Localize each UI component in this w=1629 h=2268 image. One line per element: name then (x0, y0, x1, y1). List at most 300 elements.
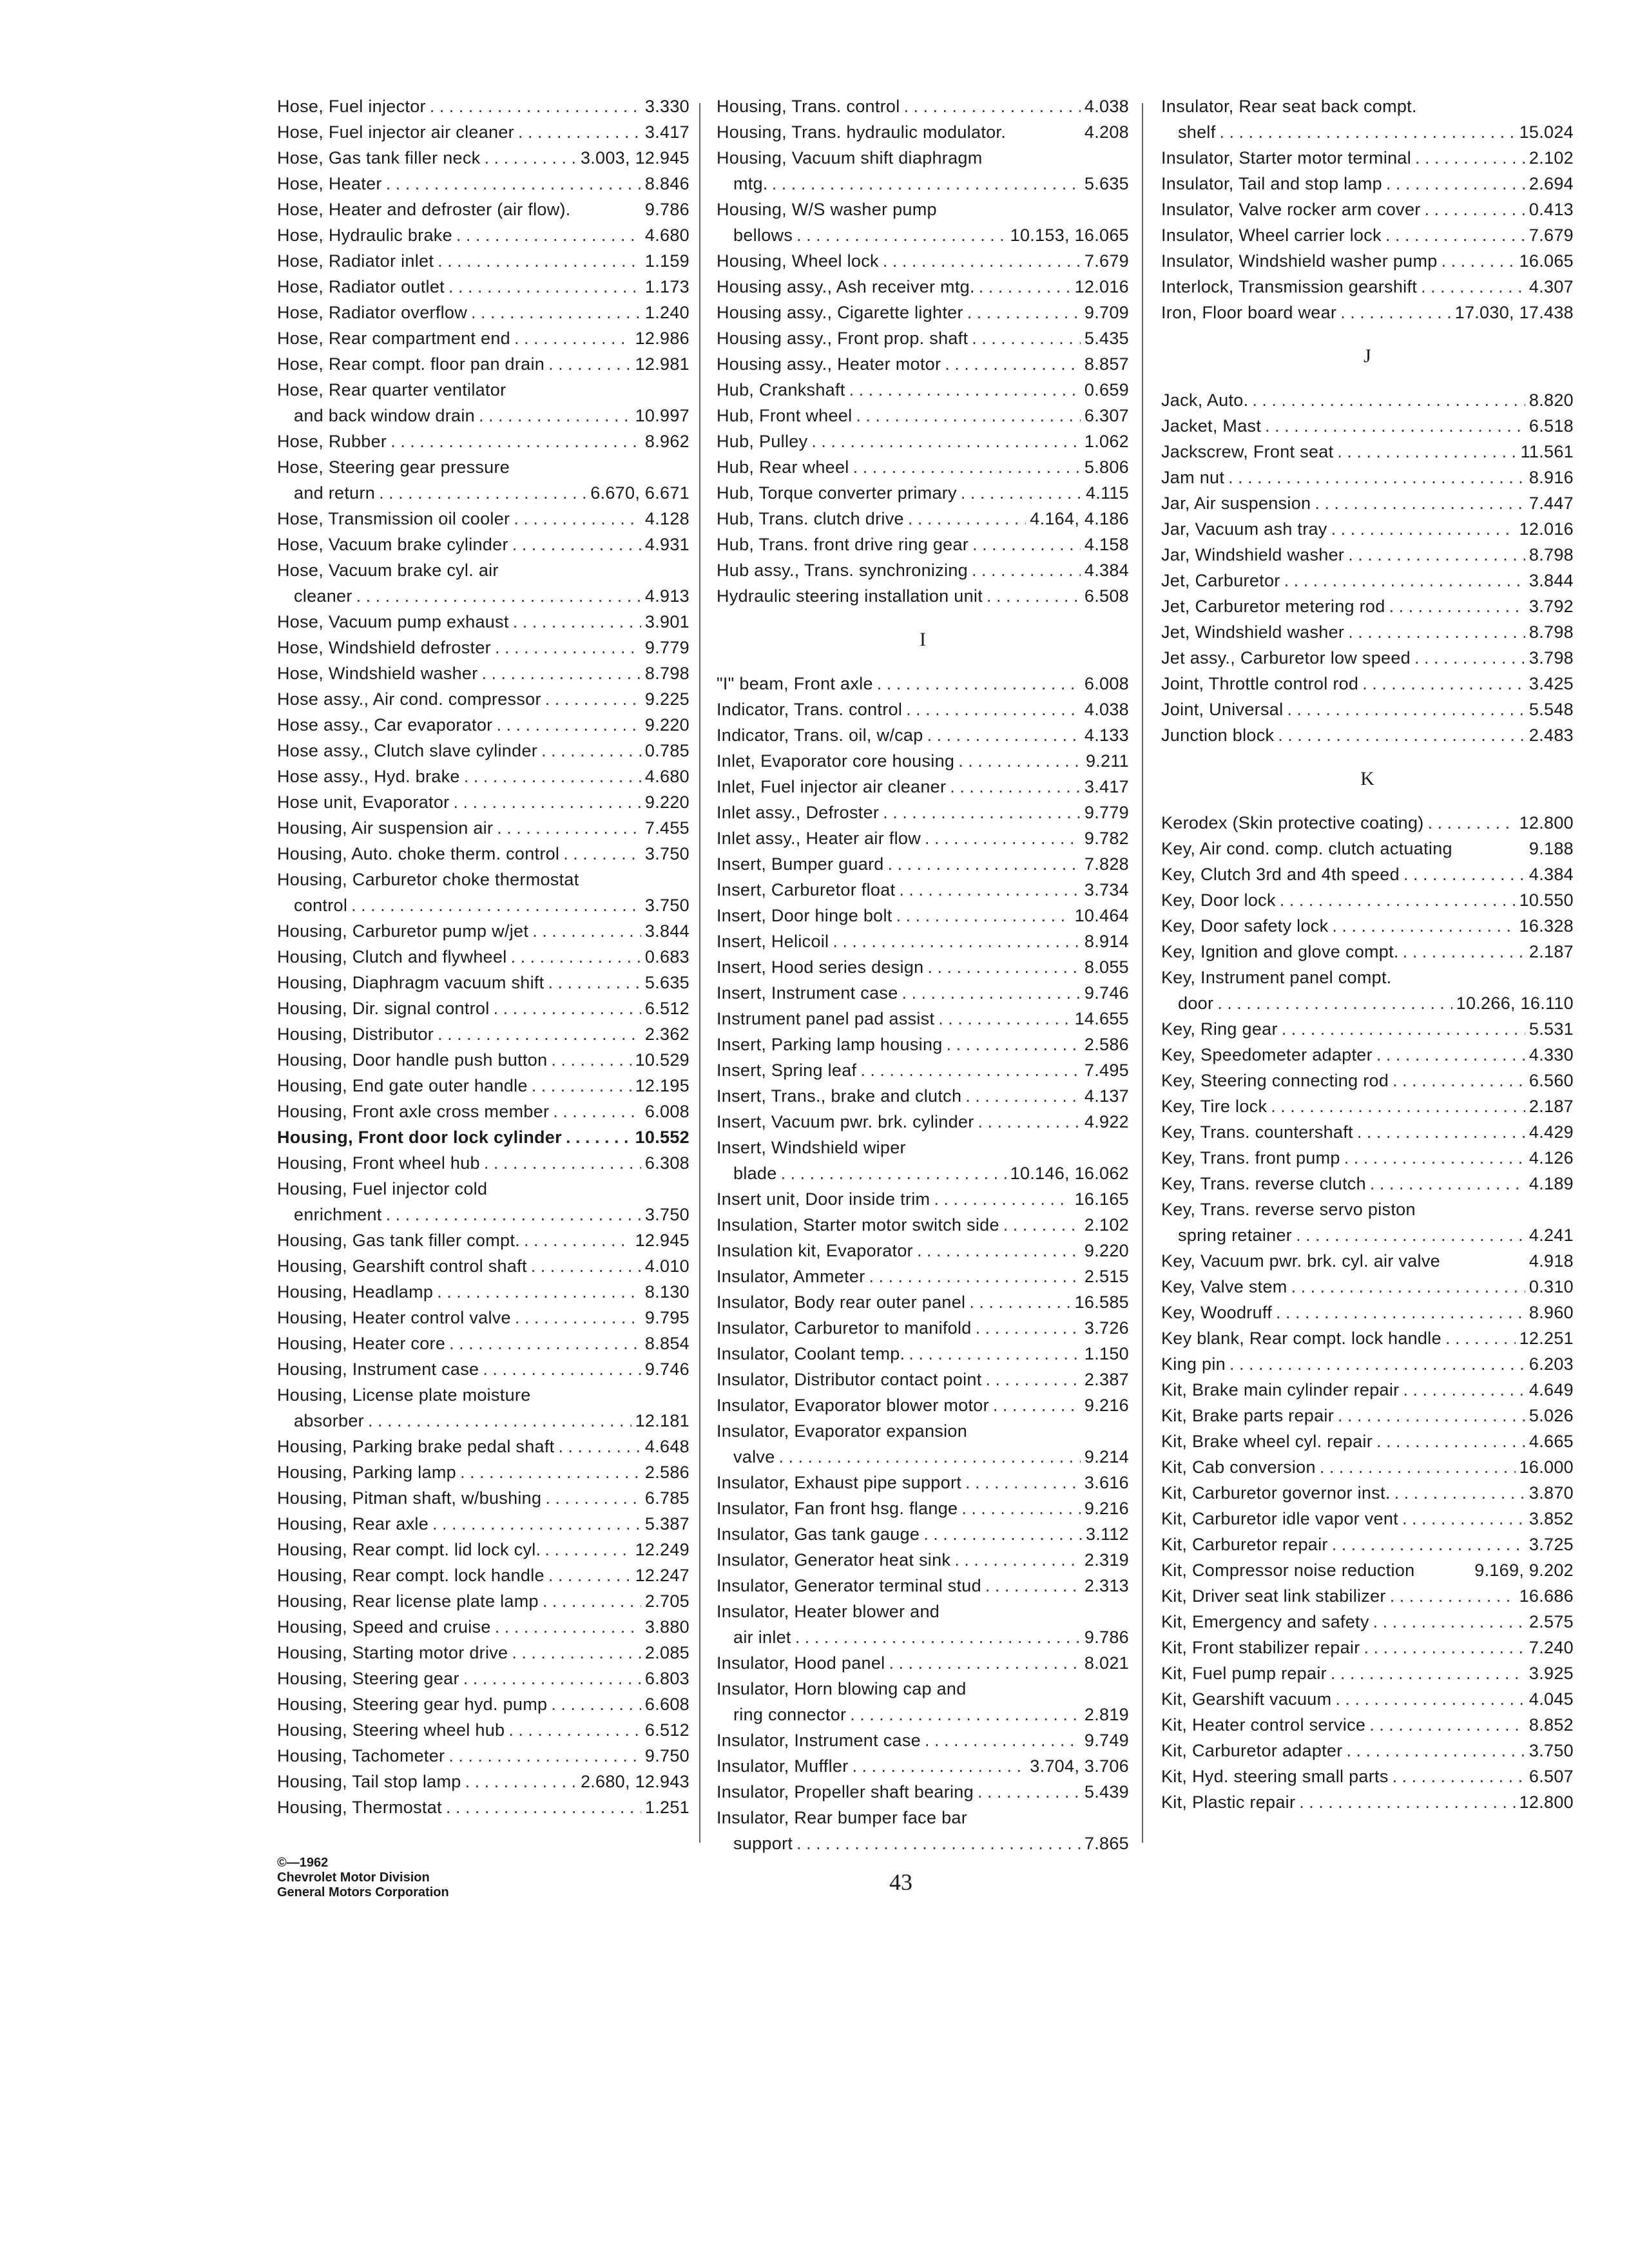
entry-name: Insert, Hood series design (717, 957, 924, 977)
index-entry (277, 867, 689, 892)
entry-page-ref: 3.734 (1084, 880, 1129, 899)
leader-dots (853, 454, 1081, 480)
index-entry (1161, 1532, 1574, 1557)
index-entry (1161, 1712, 1574, 1738)
index-entry (277, 1459, 689, 1485)
index-entry (717, 1367, 1129, 1392)
leader-dots (515, 1305, 641, 1331)
leader-dots (1338, 1403, 1525, 1428)
index-entry (717, 222, 1129, 248)
leader-dots (1445, 1325, 1516, 1351)
entry-name: Insulator, Generator heat sink (717, 1550, 951, 1570)
entry-page-ref: 16.065 (1519, 251, 1574, 271)
leader-dots (1357, 1119, 1525, 1145)
index-entry (717, 1083, 1129, 1109)
entry-page-ref: 2.187 (1528, 942, 1574, 961)
entry-name: Insulator, Carburetor to manifold (717, 1318, 972, 1338)
entry-page-ref: 4.307 (1528, 277, 1574, 296)
entry-page-ref: 2.705 (644, 1591, 689, 1611)
index-entry (717, 1212, 1129, 1238)
index-entry (1161, 1171, 1574, 1196)
entry-name: Housing, Parking lamp (277, 1463, 456, 1482)
leader-dots (945, 351, 1081, 377)
leader-dots (908, 506, 1026, 532)
index-entry (1161, 248, 1574, 274)
leader-dots (1348, 619, 1525, 645)
leader-dots (1278, 722, 1525, 748)
leader-dots (972, 557, 1081, 583)
entry-page-ref: 4.922 (1084, 1112, 1129, 1131)
leader-dots (356, 583, 641, 609)
index-entry (277, 506, 689, 532)
leader-dots (430, 93, 641, 119)
entry-page-ref: 2.575 (1528, 1612, 1574, 1631)
entry-name: Insulator, Instrument case (717, 1731, 921, 1750)
index-entry (277, 248, 689, 274)
entry-name: Insulator, Rear bumper face bar (717, 1808, 968, 1827)
entry-name: Insulation kit, Evaporator (717, 1241, 913, 1260)
leader-dots (1280, 887, 1516, 913)
leader-dots (494, 995, 641, 1021)
leader-dots (1403, 861, 1525, 887)
entry-name: Kit, Heater control service (1161, 1715, 1366, 1735)
entry-name: Insulator, Horn blowing cap and (717, 1679, 967, 1698)
entry-name: spring retainer (1178, 1225, 1293, 1245)
entry-name: support (733, 1834, 793, 1853)
index-entry (277, 738, 689, 764)
leader-dots (1332, 1532, 1525, 1557)
index-entry (717, 1495, 1129, 1521)
entry-name: Key, Door lock (1161, 890, 1276, 910)
entry-page-ref: 6.508 (1084, 586, 1129, 606)
entry-name: Housing, Heater control valve (277, 1308, 511, 1327)
entry-page-ref: 8.820 (1528, 390, 1574, 410)
entry-page-ref: 2.483 (1528, 726, 1574, 745)
entry-page-ref: 10.153, 16.065 (1010, 226, 1129, 245)
entry-page-ref: 2.102 (1528, 148, 1574, 168)
entry-name: Insulator, Propeller shaft bearing (717, 1782, 974, 1802)
entry-page-ref: 9.214 (1084, 1447, 1129, 1466)
index-entry (717, 1521, 1129, 1547)
leader-dots (987, 583, 1081, 609)
index-entry (717, 1315, 1129, 1341)
index-entry (1161, 939, 1574, 965)
index-entry (1161, 861, 1574, 887)
entry-name: Insulator, Tail and stop lamp (1161, 174, 1382, 193)
entry-name: control (294, 896, 348, 915)
entry-name: Key, Trans. countershaft (1161, 1122, 1353, 1142)
entry-name: Housing, W/S washer pump (717, 200, 937, 219)
entry-name: Housing, Wheel lock (717, 251, 879, 271)
index-entry (277, 403, 689, 428)
entry-name: Housing, Headlamp (277, 1282, 434, 1302)
leader-dots (877, 671, 1081, 697)
section-letter-heading: K (1360, 768, 1374, 789)
copyright-year: ©—1962 (277, 1856, 329, 1870)
index-entry (717, 1109, 1129, 1135)
entry-page-ref: 4.045 (1528, 1689, 1574, 1709)
index-entry (717, 1573, 1129, 1599)
entry-page-ref: 6.512 (644, 999, 689, 1018)
entry-page-ref: 3.704, 3.706 (1030, 1756, 1129, 1776)
entry-page-ref: 10.464 (1074, 906, 1129, 925)
entry-name: Housing, Carburetor pump w/jet (277, 921, 529, 941)
index-entry (277, 557, 689, 583)
entry-name: Key, Trans. reverse clutch (1161, 1174, 1366, 1193)
entry-page-ref: 3.417 (1084, 777, 1129, 796)
entry-name: King pin (1161, 1354, 1226, 1374)
index-entry (1161, 1635, 1574, 1660)
leader-dots (1229, 1351, 1525, 1377)
entry-name: shelf (1178, 122, 1216, 142)
index-entry (717, 697, 1129, 722)
leader-dots (460, 1459, 641, 1485)
leader-dots (351, 892, 641, 918)
leader-dots (1425, 197, 1525, 222)
entry-name: Key, Trans. front pump (1161, 1148, 1340, 1168)
entry-name: Instrument panel pad assist (717, 1009, 935, 1028)
entry-name: Inlet, Evaporator core housing (717, 751, 955, 771)
leader-dots (463, 1666, 641, 1691)
index-entry (1161, 1557, 1574, 1583)
index-entry (277, 1356, 689, 1382)
entry-name: Key, Clutch 3rd and 4th speed (1161, 865, 1400, 884)
leader-dots (985, 1573, 1081, 1599)
entry-name: Hose, Vacuum brake cylinder (277, 535, 508, 554)
entry-page-ref: 3.925 (1528, 1664, 1574, 1683)
entry-name: Hose assy., Car evaporator (277, 715, 493, 735)
entry-name: Key, Trans. reverse servo piston (1161, 1200, 1416, 1219)
leader-dots (495, 1614, 641, 1640)
entry-page-ref: 5.026 (1528, 1406, 1574, 1425)
entry-name: Jar, Air suspension (1161, 494, 1311, 513)
index-entry (717, 274, 1129, 300)
entry-page-ref: 3.003, 12.945 (580, 148, 689, 168)
entry-name: Key, Ignition and glove compt. (1161, 942, 1399, 961)
index-entry (717, 1418, 1129, 1444)
index-entry (717, 1753, 1129, 1779)
index-entry (277, 686, 689, 712)
entry-page-ref: 4.241 (1528, 1225, 1574, 1245)
index-entry (717, 825, 1129, 851)
index-entry (1161, 413, 1574, 439)
leader-dots (456, 222, 641, 248)
entry-name: mtg. (733, 174, 768, 193)
entry-name: and back window drain (294, 406, 475, 425)
entry-page-ref: 3.798 (1528, 648, 1574, 668)
entry-name: Key, Instrument panel compt. (1161, 968, 1392, 987)
leader-dots (779, 1444, 1081, 1470)
entry-name: Insulator, Exhaust pipe support (717, 1473, 962, 1492)
index-entry (1161, 990, 1574, 1016)
index-entry (717, 1006, 1129, 1032)
copyright-footer (277, 1856, 449, 1900)
index-entry (277, 1691, 689, 1717)
entry-name: Housing, Tachometer (277, 1746, 445, 1765)
entry-page-ref: 8.854 (644, 1334, 689, 1353)
entry-name: Insulator, Windshield washer pump (1161, 251, 1438, 271)
entry-name: Hose, Hydraulic brake (277, 226, 452, 245)
page-number: 43 (889, 1869, 912, 1895)
index-entry (717, 1238, 1129, 1264)
leader-dots (1370, 1171, 1525, 1196)
index-entry (277, 1253, 689, 1279)
leader-dots (1335, 1686, 1525, 1712)
entry-page-ref: 3.726 (1084, 1318, 1129, 1338)
leader-dots (511, 944, 641, 970)
entry-page-ref: 8.857 (1084, 354, 1129, 374)
index-entry (277, 300, 689, 325)
entry-name: Inlet assy., Defroster (717, 803, 880, 822)
index-entry (1161, 119, 1574, 145)
entry-name: ring connector (733, 1705, 847, 1724)
entry-page-ref: 16.686 (1519, 1586, 1574, 1606)
entry-page-ref: 6.507 (1528, 1767, 1574, 1786)
index-entry (717, 583, 1129, 609)
entry-name: Hose, Rear compt. floor pan drain (277, 354, 545, 374)
leader-dots (969, 1289, 1070, 1315)
entry-name: door (1178, 994, 1214, 1013)
entry-page-ref: 12.016 (1074, 277, 1129, 296)
leader-dots (386, 1202, 641, 1227)
leader-dots (484, 1150, 641, 1176)
leader-dots (548, 970, 641, 995)
index-entry (717, 1032, 1129, 1057)
entry-name: Housing, Starting motor drive (277, 1643, 508, 1662)
leader-dots (902, 980, 1081, 1006)
leader-dots (1403, 1377, 1525, 1403)
index-entry (717, 1392, 1129, 1418)
entry-page-ref: 17.030, 17.438 (1454, 303, 1574, 322)
index-entry (277, 1176, 689, 1202)
leader-dots (917, 1238, 1081, 1264)
entry-page-ref: 8.916 (1528, 468, 1574, 487)
entry-page-ref: 4.384 (1084, 561, 1129, 580)
index-entry (277, 1743, 689, 1769)
index-entry (717, 1160, 1129, 1186)
entry-page-ref: 2.362 (644, 1024, 689, 1044)
entry-page-ref: 3.870 (1528, 1483, 1574, 1503)
entry-name: Insulator, Evaporator blower motor (717, 1396, 989, 1415)
index-entry (277, 1382, 689, 1408)
leader-dots (1217, 990, 1452, 1016)
entry-name: Insulator, Valve rocker arm cover (1161, 200, 1421, 219)
leader-dots (888, 851, 1081, 877)
leader-dots (938, 1006, 1070, 1032)
index-entry (277, 609, 689, 635)
entry-page-ref: 7.495 (1084, 1061, 1129, 1080)
entry-name: Hose, Gas tank filler neck (277, 148, 481, 168)
leader-dots (479, 403, 631, 428)
index-entry (717, 300, 1129, 325)
entry-page-ref: 7.447 (1528, 494, 1574, 513)
entry-name: Housing, Gas tank filler compt. (277, 1231, 520, 1250)
entry-name: Insert, Windshield wiper (717, 1138, 906, 1157)
entry-page-ref: 2.819 (1084, 1705, 1129, 1724)
index-entry (717, 877, 1129, 903)
index-entry (717, 800, 1129, 825)
leader-dots (925, 1727, 1081, 1753)
entry-name: Housing, Parking brake pedal shaft (277, 1437, 555, 1456)
index-entry (277, 119, 689, 145)
index-entry (717, 428, 1129, 454)
index-entry (717, 1727, 1129, 1753)
entry-name: Key, Vacuum pwr. brk. cyl. air valve (1161, 1251, 1440, 1271)
index-entry (277, 712, 689, 738)
index-entry (277, 222, 689, 248)
leader-dots (1428, 810, 1516, 836)
leader-dots (548, 351, 631, 377)
index-entry (1161, 1428, 1574, 1454)
entry-name: air inlet (733, 1628, 791, 1647)
entry-page-ref: 9.795 (644, 1308, 689, 1327)
entry-name: Jackscrew, Front seat (1161, 442, 1334, 461)
index-entry (1161, 697, 1574, 722)
index-entry (277, 197, 689, 222)
entry-name: absorber (294, 1411, 364, 1430)
entry-page-ref: 6.608 (644, 1695, 689, 1714)
index-entry (1161, 1325, 1574, 1351)
index-entry (1161, 1093, 1574, 1119)
index-entry (717, 1547, 1129, 1573)
entry-name: Hose, Fuel injector (277, 97, 426, 116)
leader-dots (1332, 913, 1515, 939)
entry-page-ref: 4.208 (1084, 122, 1129, 142)
leader-dots (978, 1779, 1081, 1805)
entry-name: Hose, Radiator overflow (277, 303, 468, 322)
entry-name: Housing assy., Cigarette lighter (717, 303, 963, 322)
index-entry (277, 1562, 689, 1588)
index-entry (1161, 1196, 1574, 1222)
leader-dots (1369, 1712, 1525, 1738)
index-entry (717, 1341, 1129, 1367)
leader-dots (1441, 248, 1516, 274)
leader-dots (1393, 1763, 1525, 1789)
entry-name: Kit, Carburetor adapter (1161, 1741, 1343, 1760)
entry-page-ref: 4.680 (644, 767, 689, 786)
entry-page-ref: 3.330 (644, 97, 689, 116)
index-entry (717, 1702, 1129, 1727)
entry-name: Housing, Steering gear hyd. pump (277, 1695, 548, 1714)
leader-dots (484, 145, 577, 171)
entry-page-ref: 4.158 (1084, 535, 1129, 554)
leader-dots (464, 764, 641, 789)
entry-name: Insulator, Generator terminal stud (717, 1576, 981, 1595)
index-entry (1161, 1068, 1574, 1093)
leader-dots (1331, 516, 1516, 542)
entry-name: Junction block (1161, 726, 1275, 745)
leader-dots (927, 954, 1080, 980)
entry-page-ref: 1.159 (644, 251, 689, 271)
entry-name: Kit, Gearshift vacuum (1161, 1689, 1332, 1709)
entry-page-ref: 5.635 (644, 973, 689, 992)
entry-name: Key, Valve stem (1161, 1277, 1287, 1296)
leader-dots (1340, 300, 1451, 325)
index-entry (717, 722, 1129, 748)
index-entry (277, 428, 689, 454)
entry-name: Housing, Diaphragm vacuum shift (277, 973, 545, 992)
entry-page-ref: 10.997 (635, 406, 689, 425)
publisher-corporation: General Motors Corporation (277, 1885, 449, 1899)
index-entry (717, 748, 1129, 774)
entry-name: Jet assy., Carburetor low speed (1161, 648, 1411, 668)
index-entry (1161, 1609, 1574, 1635)
index-entry (1161, 568, 1574, 593)
index-entry (717, 1057, 1129, 1083)
index-entry (1161, 197, 1574, 222)
entry-name: Hose, Vacuum brake cyl. air (277, 561, 499, 580)
leader-dots (1362, 671, 1525, 697)
leader-dots (1291, 1274, 1525, 1300)
index-entry (277, 93, 689, 119)
index-entry (1161, 913, 1574, 939)
leader-dots (1344, 1145, 1525, 1171)
index-entry (277, 1150, 689, 1176)
index-entry (277, 532, 689, 557)
entry-page-ref: 10.529 (635, 1050, 689, 1070)
leader-dots (1265, 413, 1525, 439)
entry-page-ref: 3.417 (644, 122, 689, 142)
entry-page-ref: 4.189 (1528, 1174, 1574, 1193)
index-entry (1161, 722, 1574, 748)
entry-name: Interlock, Transmission gearshift (1161, 277, 1418, 296)
leader-dots (1276, 1300, 1525, 1325)
entry-name: Indicator, Trans. control (717, 700, 903, 719)
entry-name: Kit, Front stabilizer repair (1161, 1638, 1360, 1657)
entry-page-ref: 4.665 (1528, 1432, 1574, 1451)
entry-name: Hose assy., Hyd. brake (277, 767, 460, 786)
entry-name: Housing, Auto. choke therm. control (277, 844, 560, 863)
entry-page-ref: 4.649 (1528, 1380, 1574, 1399)
index-entry (277, 1588, 689, 1614)
index-entry (277, 1511, 689, 1537)
index-entry (717, 1779, 1129, 1805)
index-entry (717, 1650, 1129, 1676)
entry-page-ref: 0.659 (1084, 380, 1129, 399)
index-entry (717, 171, 1129, 197)
index-entry (717, 248, 1129, 274)
entry-page-ref: 5.435 (1084, 329, 1129, 348)
leader-dots (961, 480, 1082, 506)
leader-dots (508, 1717, 641, 1743)
index-entry (277, 995, 689, 1021)
leader-dots (850, 1702, 1081, 1727)
index-entry (1161, 93, 1574, 119)
index-entry (717, 671, 1129, 697)
entry-name: blade (733, 1164, 777, 1183)
entry-name: Key, Ring gear (1161, 1019, 1278, 1039)
publisher-division: Chevrolet Motor Division (277, 1870, 430, 1885)
leader-dots (796, 222, 1006, 248)
leader-dots (1271, 1093, 1525, 1119)
leader-dots (1003, 1212, 1081, 1238)
leader-dots (1337, 439, 1516, 465)
entry-page-ref: 4.913 (644, 586, 689, 606)
leader-dots (906, 697, 1081, 722)
entry-page-ref: 5.387 (644, 1514, 689, 1533)
index-entry (1161, 1686, 1574, 1712)
leader-dots (532, 918, 641, 944)
entry-page-ref: 6.670, 6.671 (590, 483, 689, 503)
entry-page-ref: 2.694 (1528, 174, 1574, 193)
entry-name: Hose, Heater and defroster (air flow). (277, 200, 571, 219)
index-entry (1161, 439, 1574, 465)
entry-name: Housing, Door handle push button (277, 1050, 548, 1070)
index-entry (277, 145, 689, 171)
leader-dots (860, 1057, 1081, 1083)
entry-name: Housing, Heater core (277, 1334, 446, 1353)
entry-page-ref: 6.518 (1528, 416, 1574, 436)
